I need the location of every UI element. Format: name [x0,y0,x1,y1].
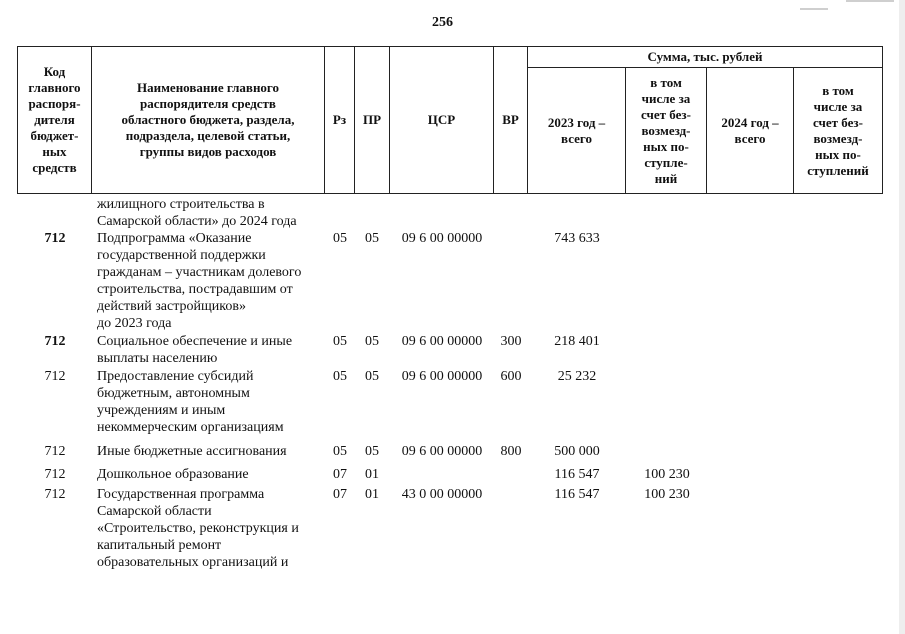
header-2023-bezv-line: ных по- [643,138,689,154]
row-name-line: Иные бюджетные ассигнования [97,444,287,459]
header-2024-bezv-line: ступлений [807,162,869,178]
row-csr: 09 6 00 00000 [401,444,483,459]
row-rz: 07 [333,467,347,482]
header-code-line: дителя [34,112,75,127]
row-code: 712 [44,487,66,502]
header-bottom-border [17,193,883,194]
row-pr: 05 [365,334,379,349]
row-name [97,368,325,436]
header-vr: ВР [502,112,519,127]
header-2023-total-line: 2023 год – [547,114,606,130]
row-name-line: некоммерческим организациям [97,420,284,435]
header-2024-total-line: всего [734,130,766,146]
header-2024-bezv [794,68,882,193]
row-sum-2023: 500 000 [554,444,600,459]
row-name [97,196,325,230]
row-name [97,230,325,332]
row-sum-2023: 116 547 [554,467,600,482]
header-2024-bezv-line: в том [822,82,854,98]
header-name-line: распорядителя средств [140,96,276,111]
row-pr: 01 [365,487,379,502]
header-name-line: группы видов расходов [139,144,277,159]
row-name [97,486,325,571]
header-2024-total [707,68,793,193]
page-number: 256 [432,15,453,30]
row-name [97,333,325,367]
row-name-line: гражданам – участникам долевого [97,265,302,280]
row-name-line: жилищного строительства в [97,197,265,212]
row-name-line: Дошкольное образование [97,467,249,482]
row-name-line: Предоставление субсидий [97,369,254,384]
header-code-line: бюджет- [30,128,79,143]
row-pr: 05 [365,231,379,246]
header-2023-bezv-line: возмезд- [641,122,691,138]
row-name [97,466,325,483]
row-csr: 43 0 00 00000 [401,487,483,502]
row-name [97,443,325,460]
row-sum-2023: 25 232 [557,369,597,384]
row-name-line: Подпрограмма «Оказание [97,231,252,246]
row-name-line: Социальное обеспечение и иные [97,334,293,349]
row-bezv-2023: 100 230 [644,487,690,502]
header-code-line: средств [32,160,77,175]
row-name-line: Государственная программа [97,487,265,502]
header-code [18,47,91,193]
header-sum-group: Сумма, тыс. рублей [647,49,763,64]
header-2023-bezv [626,68,706,193]
header-2023-total [528,68,625,193]
row-rz: 07 [333,487,347,502]
row-sum-2023: 218 401 [554,334,600,349]
header-2024-total-line: 2024 год – [721,114,779,130]
row-name-line: бюджетным, автономным [97,386,250,401]
row-vr: 600 [500,369,522,384]
row-pr: 05 [365,369,379,384]
row-code: 712 [44,334,66,349]
header-2023-bezv-line: числе за [641,90,691,106]
row-pr: 01 [365,467,379,482]
row-code: 712 [44,369,66,384]
row-name-line: учреждениям и иным [97,403,226,418]
header-2024-bezv-line: возмезд- [813,130,863,146]
row-rz: 05 [333,444,347,459]
row-sum-2023: 116 547 [554,487,600,502]
header-2024-bezv-line: счет без- [813,114,863,130]
row-name-line: государственной поддержки [97,248,266,263]
row-name-line: строительства, пострадавшим от [97,282,293,297]
row-rz: 05 [333,369,347,384]
row-rz: 05 [333,231,347,246]
header-csr: ЦСР [427,112,456,127]
row-code: 712 [44,467,66,482]
header-2023-bezv-line: в том [650,74,682,90]
row-vr: 300 [500,334,522,349]
row-name-line: Самарской области [97,504,212,519]
header-rz: Рз [332,112,347,127]
header-2023-bezv-line: счет без- [641,106,691,122]
row-name-line: до 2023 года [97,316,172,331]
row-csr: 09 6 00 00000 [401,231,483,246]
header-code-line: ных [42,144,67,159]
header-name [92,47,324,193]
header-name-line: подраздела, целевой статьи, [125,128,291,143]
scan-artifact [800,8,828,10]
row-name-line: Самарской области» до 2024 года [97,214,297,229]
header-2023-bezv-line: ступле- [644,154,688,170]
header-code-line: Код [43,64,66,79]
row-vr: 800 [500,444,522,459]
row-code: 712 [44,444,66,459]
header-name-line: Наименование главного [136,80,280,95]
scan-artifact [846,0,894,2]
header-code-line: главного [28,80,81,95]
row-bezv-2023: 100 230 [644,467,690,482]
row-name-line: действий застройщиков» [97,299,246,314]
row-rz: 05 [333,334,347,349]
row-code: 712 [44,231,66,246]
row-sum-2023: 743 633 [554,231,600,246]
row-name-line: образовательных организаций и [97,555,289,570]
row-name-line: «Строительство, реконструкция и [97,521,299,536]
header-name-line: областного бюджета, раздела, [121,112,295,127]
header-vline [882,46,883,194]
row-csr: 09 6 00 00000 [401,369,483,384]
row-csr: 09 6 00 00000 [401,334,483,349]
header-2024-bezv-line: ных по- [815,146,861,162]
header-2024-bezv-line: числе за [813,98,863,114]
row-name-line: капитальный ремонт [97,538,222,553]
header-pr: ПР [362,112,382,127]
header-2023-bezv-line: ний [654,170,678,186]
header-code-line: распоря- [28,96,81,111]
scan-artifact [899,0,905,634]
row-pr: 05 [365,444,379,459]
header-2023-total-line: всего [561,130,592,146]
row-name-line: выплаты населению [97,351,218,366]
